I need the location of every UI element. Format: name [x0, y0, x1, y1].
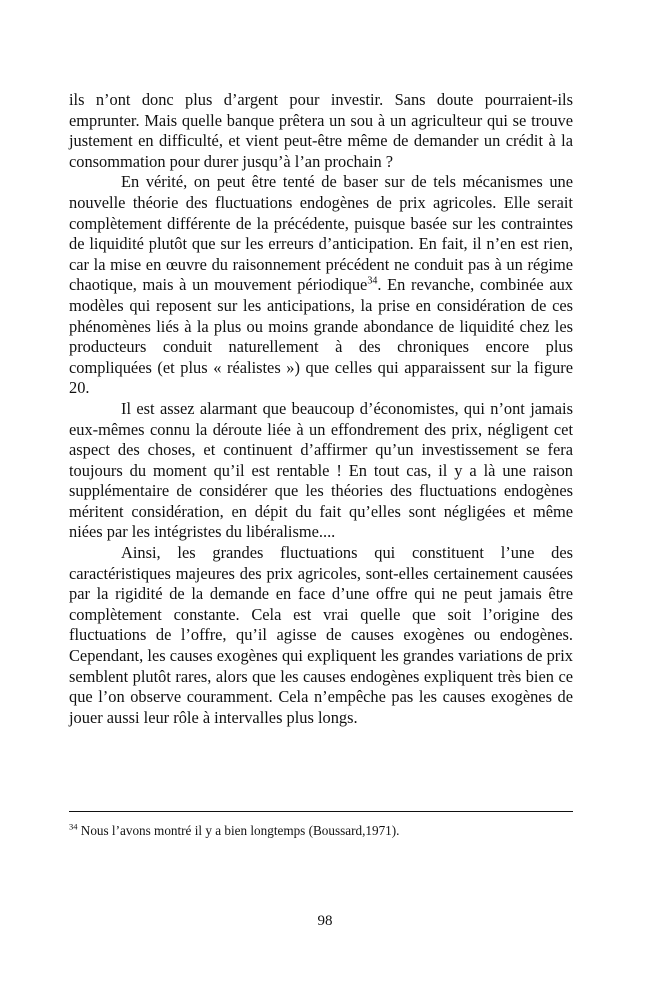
paragraph-4: Ainsi, les grandes fluctuations qui constituent l’une des caractéristiques majeures des prix agricoles, sont-elles certainement causées par la rigidité de la demande en face d’une offre qui ne peut jamais être complètement constante. Cela est vrai quelle que soit l’origine des fluctuations de l’offre, qu’il agisse de causes exogènes ou endogènes. Cependant, les causes exogènes qui expliquent les grandes variations de prix semblent plutôt rares, alors que les causes endogènes expliquent très bien ce que l’on observe couramment. Cela n’empêche pas les causes exogènes de jouer aussi leur rôle à intervalles plus longs. — [69, 543, 573, 727]
footnote-separator — [69, 811, 573, 812]
paragraph-1: ils n’ont donc plus d’argent pour investir. Sans doute pourraient-ils emprunter. Mais quelle banque prêtera un sou à un agriculteur qui se trouve justement en difficulté, et vient peut-être même de demander un crédit à la consommation pour durer jusqu’à l’an prochain ? — [69, 90, 573, 171]
footnote-number: 34 — [69, 821, 78, 832]
paragraph-2-part-1: En vérité, on peut être tenté de baser sur de tels mécanismes une nouvelle théorie des fluctuations endogènes de prix agricoles. Elle serait complètement différente de la précédente, puisque basée sur les contraintes de liquidité plutôt que sur les erreurs d’anticipation. En fait, il n’en est rien, car la mise en œuvre du raisonnement précédent ne conduit pas à un régime chaotique, mais à un mouvement périodique — [69, 172, 573, 295]
paragraph-2-part-2: . En revanche, combinée aux modèles qui reposent sur les anticipations, la prise en considération de ces phénomènes liés à la plus ou moins grande abondance de liquidité chez les producteurs conduit naturellement à des chroniques encore plus compliquées (et plus « réalistes ») que celles qui apparaissent sur la figure 20. — [69, 275, 573, 398]
paragraph-3: Il est assez alarmant que beaucoup d’économistes, qui n’ont jamais eux-mêmes connu la déroute liée à un effondrement des prix, négligent cet aspect des choses, et continuent d’affirmer qu’un investissement se fera toujours du moment qu’il est rentable ! En tout cas, il y a là une raison supplémentaire de considérer que les théories des fluctuations endogènes méritent considération, en dépit du fait qu’elles sont négligées et même niées par les intégristes du libéralisme.... — [69, 398, 573, 542]
page-number: 98 — [317, 913, 333, 929]
footnote — [69, 822, 573, 839]
paragraph-2 — [69, 172, 573, 399]
main-text — [69, 90, 573, 728]
footnote-text: Nous l’avons montré il y a bien longtemps (Boussard,1971). — [77, 823, 400, 838]
footnote-reference[interactable]: 34 — [367, 275, 378, 287]
